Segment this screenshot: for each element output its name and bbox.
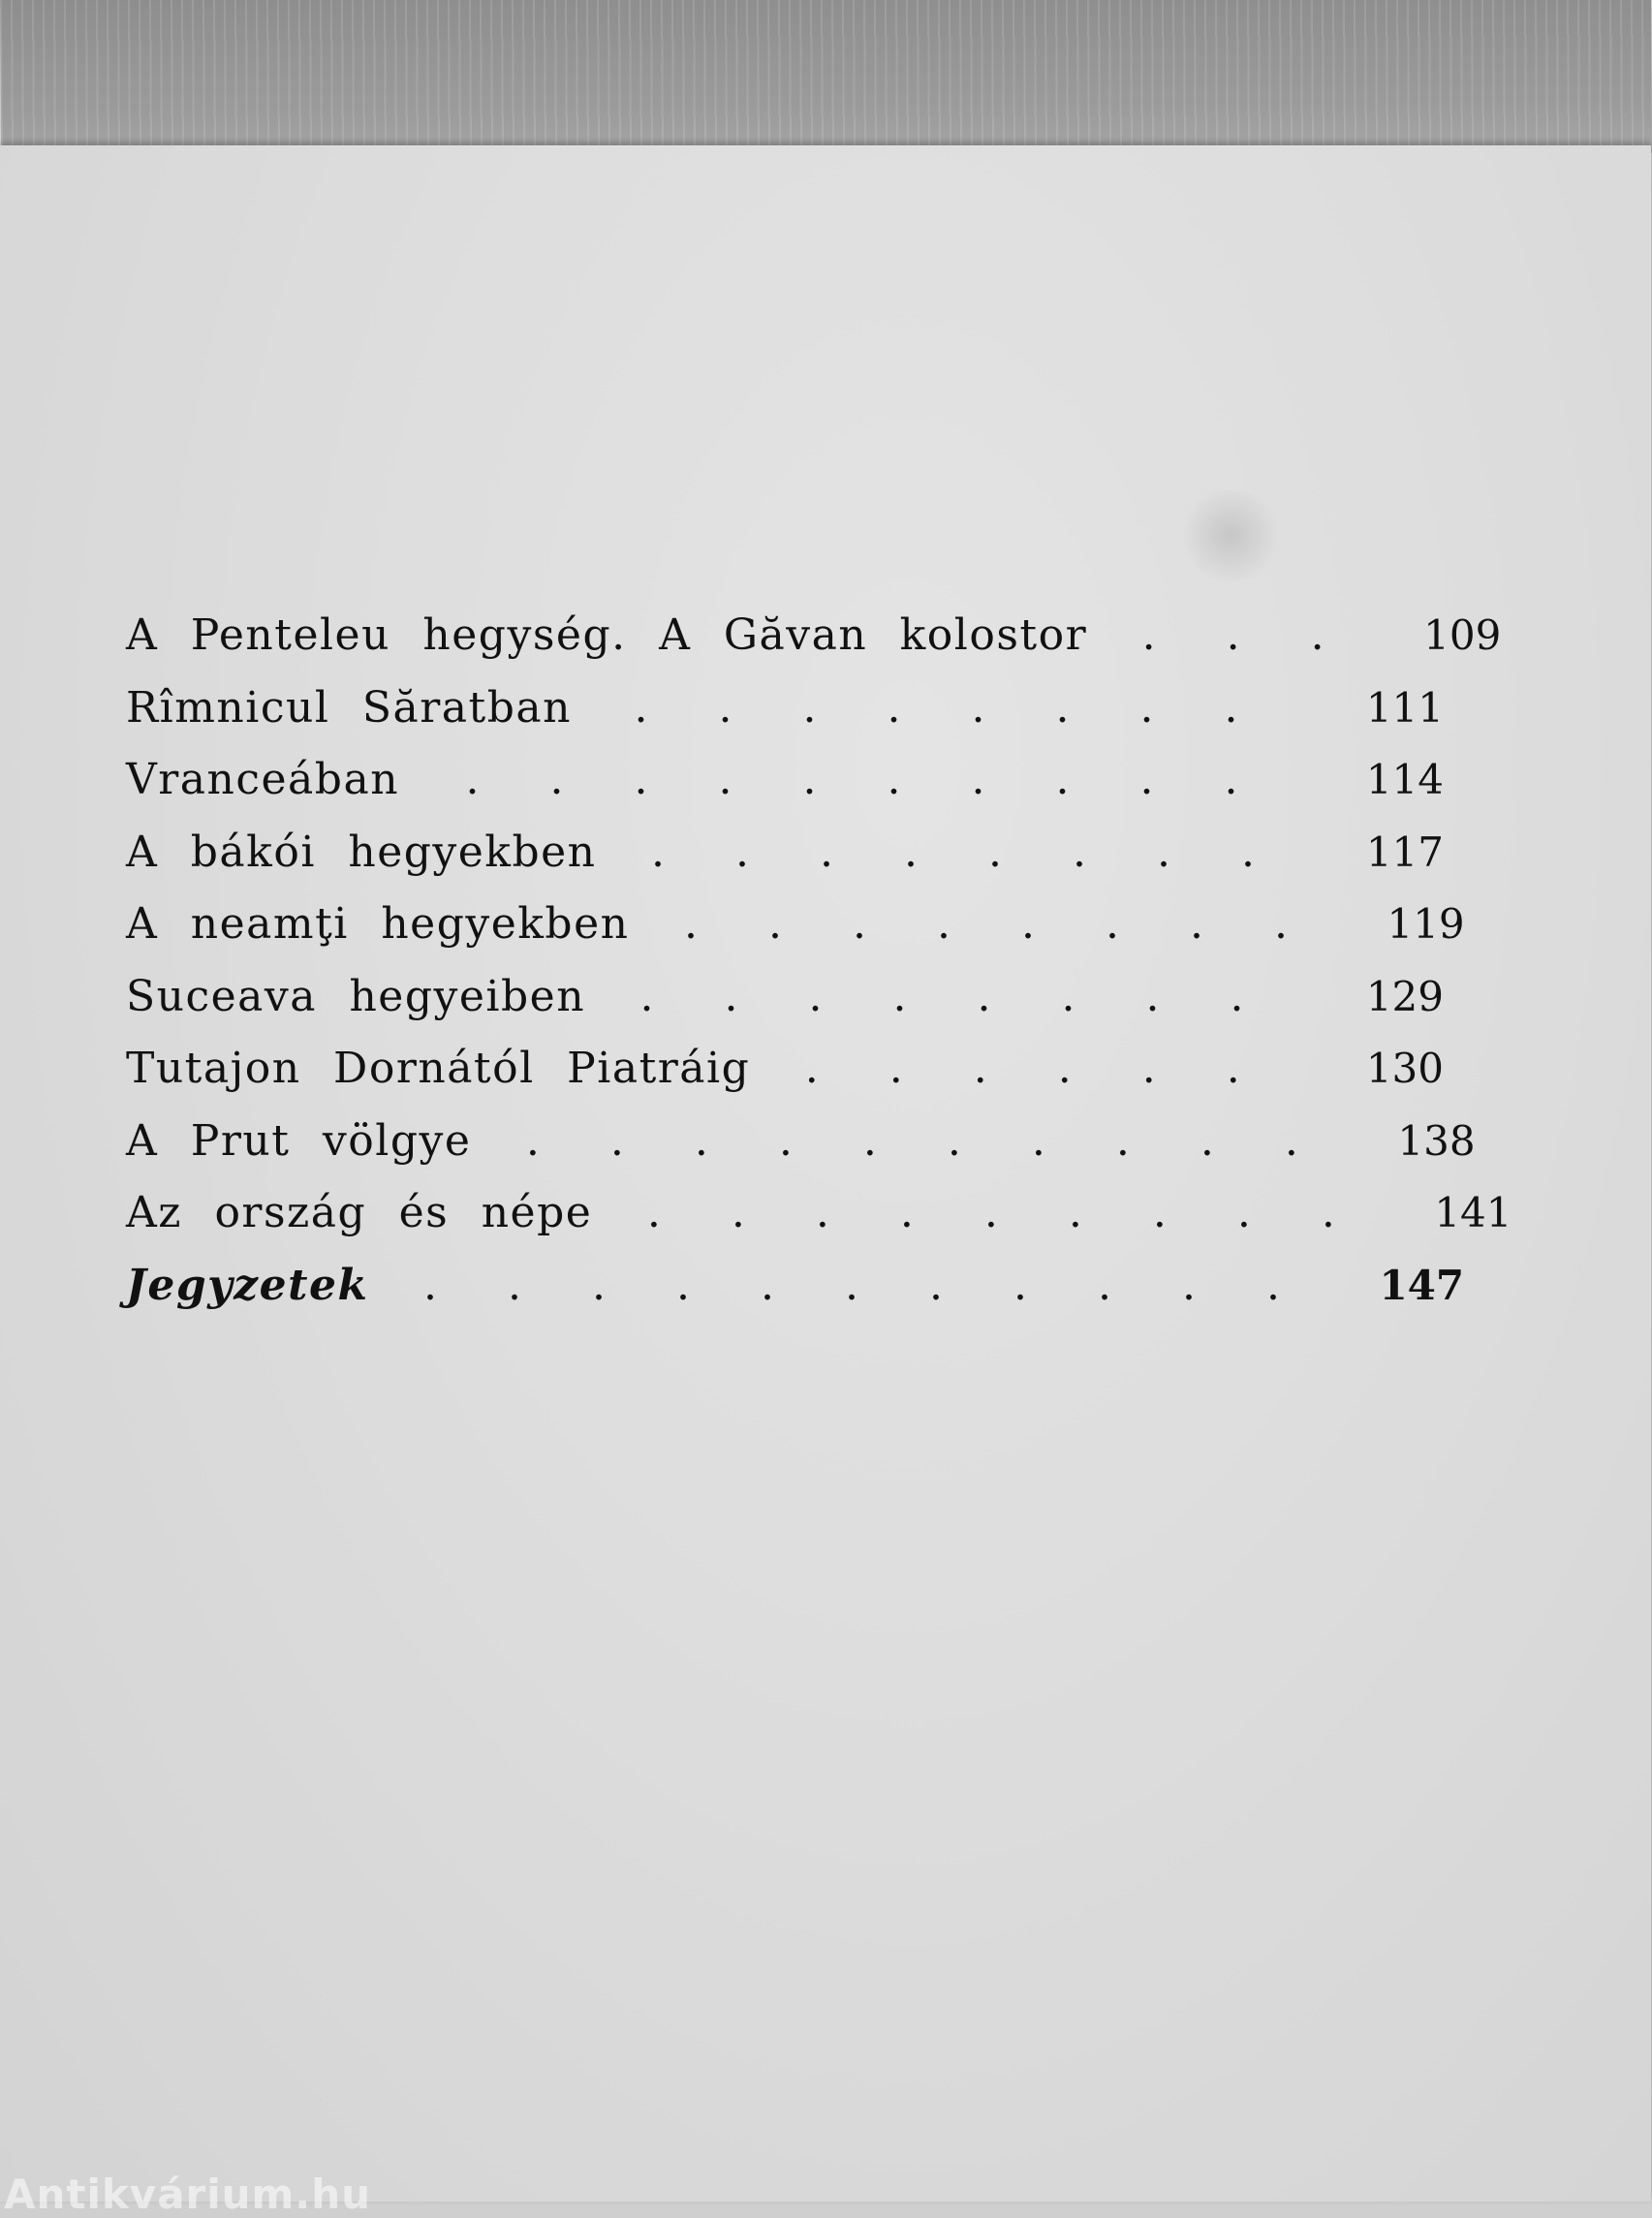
toc-entry [126, 751, 1444, 824]
toc-entry [126, 1257, 1465, 1329]
book-edge [0, 0, 1652, 163]
toc-entry [126, 1112, 1476, 1185]
toc-entry-page: 119 [1387, 900, 1465, 948]
toc-entry [126, 895, 1465, 968]
toc-entry-title: Tutajon Dornától Piatráig [126, 1044, 751, 1093]
toc-entry [126, 1184, 1512, 1257]
toc-entry-page: 117 [1365, 828, 1444, 876]
dot-leader: ........ [683, 899, 1288, 949]
dot-leader: ........ [634, 682, 1238, 733]
toc-entry-page: 129 [1365, 972, 1444, 1020]
toc-entry-page: 114 [1365, 756, 1444, 803]
dot-leader: .......... [525, 1115, 1298, 1166]
toc-entry-title: Az ország és népe [126, 1188, 593, 1237]
toc-entry [126, 824, 1444, 896]
toc-entry-title: Vranceában [126, 755, 400, 804]
toc-entry-title: Suceava hegyeiben [126, 971, 586, 1021]
toc-entry [126, 607, 1502, 679]
toc-entry-title: A Penteleu hegység. A Găvan kolostor [126, 610, 1088, 660]
toc-entry-title: A neamţi hegyekben [126, 899, 630, 949]
dot-leader: ... [1141, 610, 1325, 660]
toc-entry [126, 1040, 1444, 1112]
dot-leader: ........ [639, 971, 1244, 1021]
toc-entry-title: Rîmnicul Săratban [126, 682, 572, 733]
toc-entry-page: 138 [1397, 1116, 1476, 1165]
toc-entry-title: A bákói hegyekben [126, 827, 597, 877]
table-of-contents [126, 607, 1512, 1328]
dot-leader: ...... [804, 1044, 1240, 1093]
page-smudge [1177, 489, 1284, 581]
toc-entry [126, 679, 1444, 752]
toc-entry-page: 109 [1423, 611, 1502, 659]
watermark: Antikvárium.hu [4, 2171, 372, 2218]
toc-entry-page: 141 [1434, 1189, 1512, 1236]
toc-entry-title: Jegyzetek [126, 1260, 369, 1310]
toc-entry-title: A Prut völgye [126, 1115, 472, 1166]
dot-leader: ......... [646, 1188, 1335, 1237]
toc-entry-page: 111 [1365, 683, 1444, 732]
toc-entry [126, 968, 1444, 1041]
toc-entry-page: 130 [1365, 1045, 1444, 1092]
dot-leader: ........ [651, 827, 1256, 877]
dot-leader: ........... [422, 1260, 1280, 1310]
dot-leader: .......... [465, 755, 1238, 804]
toc-entry-page: 147 [1379, 1261, 1465, 1309]
